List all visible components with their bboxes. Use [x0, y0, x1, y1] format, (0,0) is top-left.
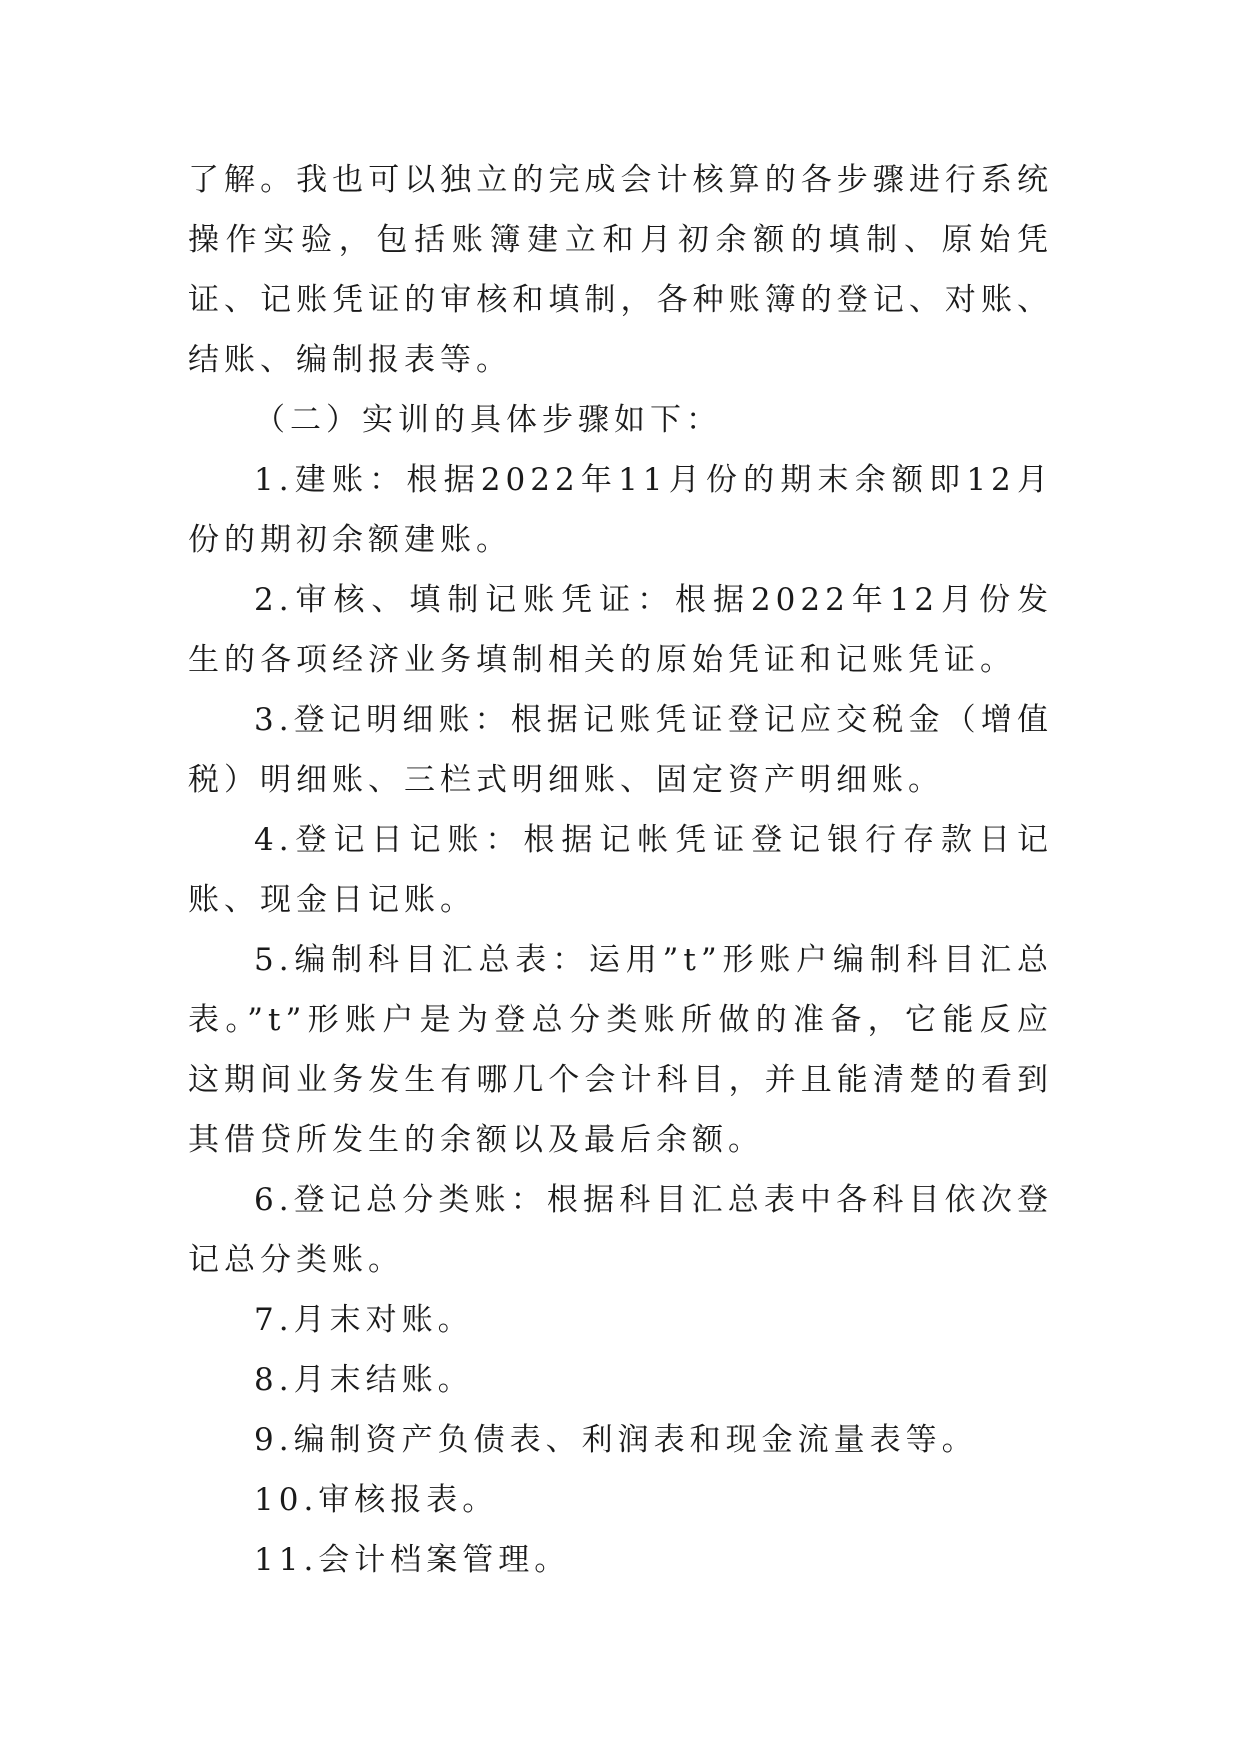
- step-8: 8.月末结账。: [254, 1362, 474, 1398]
- step-9: 9.编制资产负债表、利润表和现金流量表等。: [254, 1422, 978, 1458]
- step-10: 10.审核报表。: [254, 1482, 499, 1518]
- step-7: 7.月末对账。: [254, 1302, 474, 1338]
- step-11: 11.会计档案管理。: [254, 1542, 571, 1578]
- step-5: 5.编制科目汇总表：运用”t”形账户编制科目汇总表。”t”形账户是为登总分类账所做的准备，它能反应这期间业务发生有哪几个会计科目，并且能清楚的看到其借贷所发生的余额以及最后余额。: [188, 942, 1053, 1158]
- step-6: 6.登记总分类账：根据科目汇总表中各科目依次登记总分类账。: [188, 1182, 1053, 1278]
- document-page: [188, 150, 1053, 1590]
- section-heading-steps: （二）实训的具体步骤如下：: [254, 402, 722, 438]
- step-4: 4.登记日记账：根据记帐凭证登记银行存款日记账、现金日记账。: [188, 822, 1053, 918]
- paragraph-continuation: 了解。我也可以独立的完成会计核算的各步骤进行系统操作实验，包括账簿建立和月初余额的填制、原始凭证、记账凭证的审核和填制，各种账簿的登记、对账、结账、编制报表等。: [188, 162, 1053, 378]
- step-2: 2.审核、填制记账凭证：根据2022年12月份发生的各项经济业务填制相关的原始凭证和记账凭证。: [188, 582, 1053, 678]
- step-3: 3.登记明细账：根据记账凭证登记应交税金（增值税）明细账、三栏式明细账、固定资产明细账。: [188, 702, 1053, 798]
- step-1: 1.建账：根据2022年11月份的期末余额即12月份的期初余额建账。: [188, 462, 1053, 558]
